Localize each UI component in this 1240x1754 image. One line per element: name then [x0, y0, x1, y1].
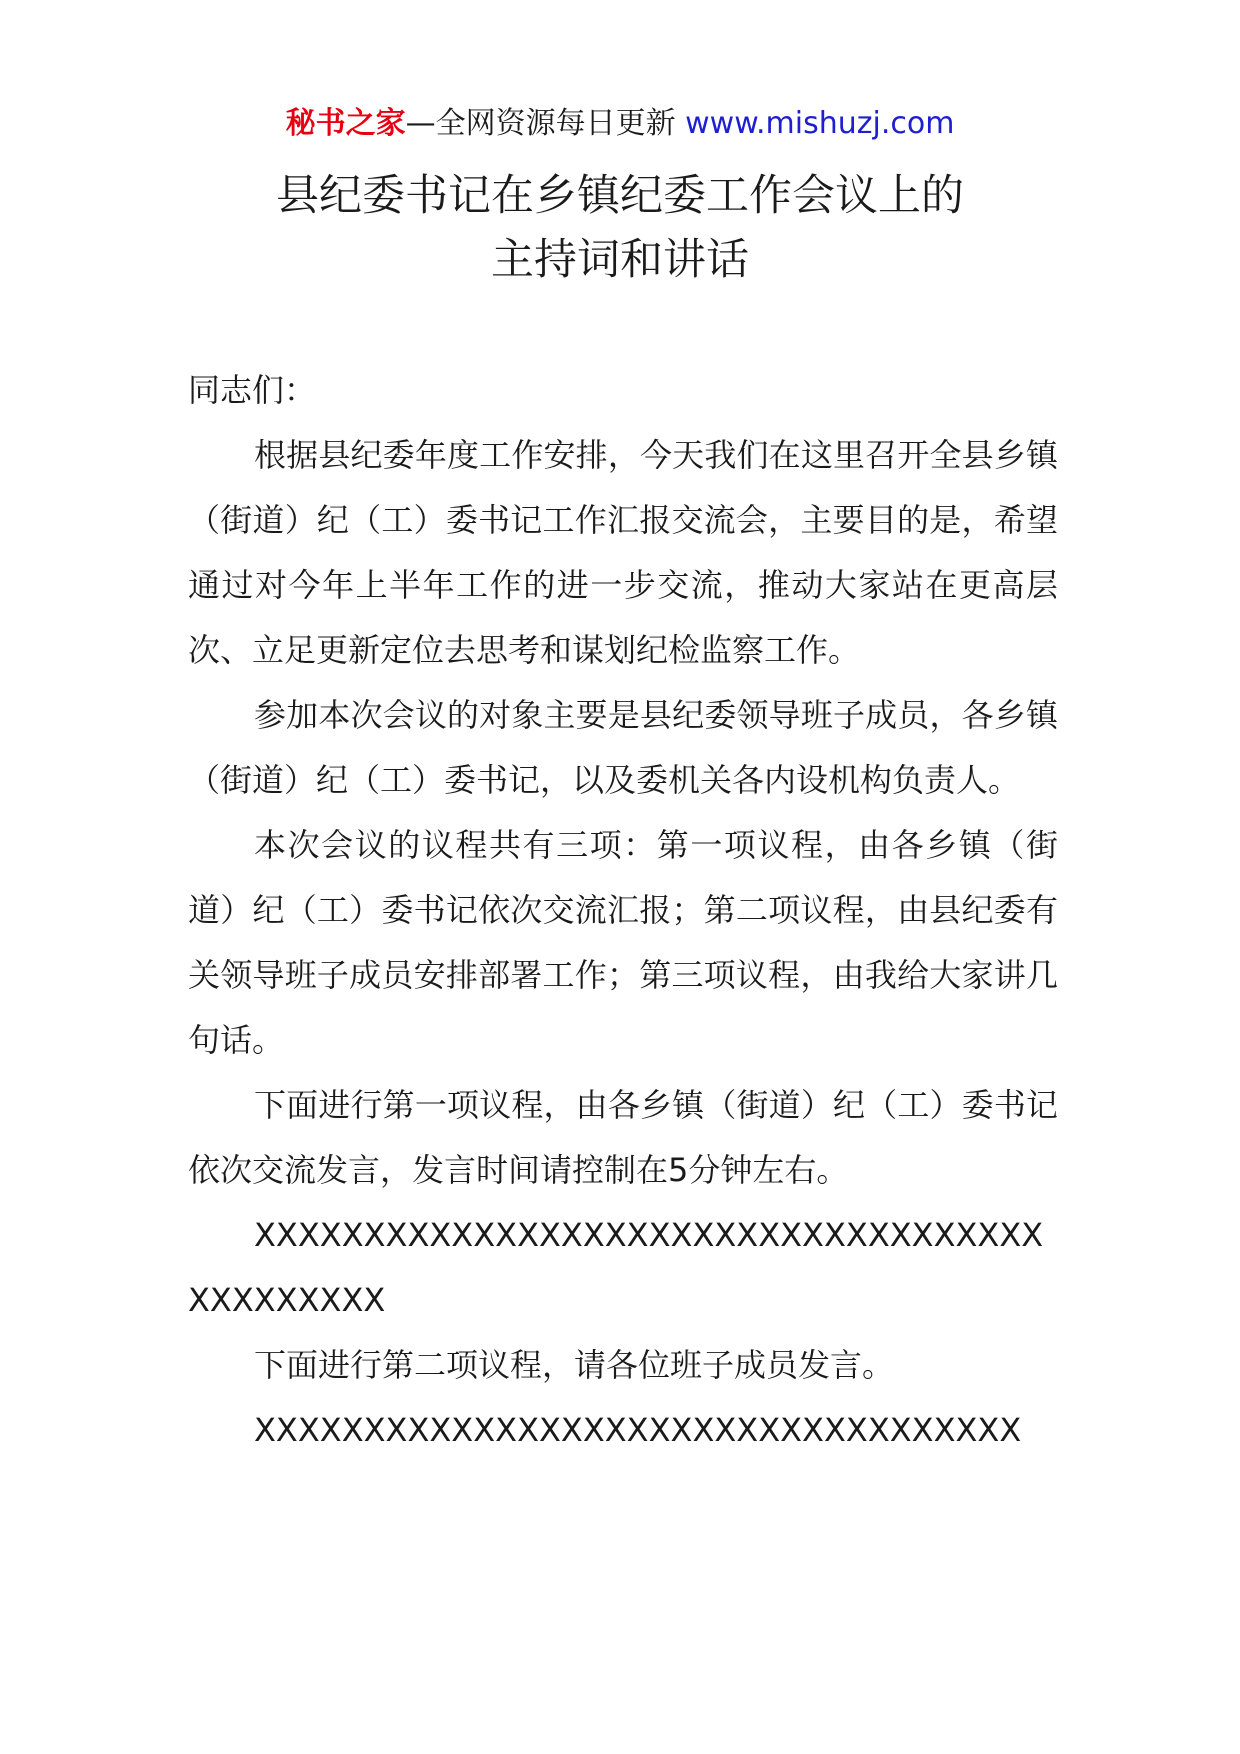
document-title [0, 164, 1240, 292]
watermark-banner [0, 104, 1240, 144]
placeholder-text-1: XXXXXXXXXXXXXXXXXXXXXXXXXXXXXXXXXXXXXXXXXXXXX [188, 1216, 1044, 1319]
title-line-1: 县纪委书记在乡镇纪委工作会议上的 [276, 171, 964, 221]
document-body [188, 358, 1058, 1463]
banner-tagline: —全网资源每日更新 [405, 106, 676, 141]
paragraph-attendees: 参加本次会议的对象主要是县纪委领导班子成员，各乡镇（街道）纪（工）委书记，以及委机关各内设机构负责人。 [188, 696, 1058, 799]
placeholder-text-2: XXXXXXXXXXXXXXXXXXXXXXXXXXXXXXXXXXX [254, 1411, 1022, 1449]
title-line-2: 主持词和讲话 [491, 235, 749, 285]
paragraph-agenda: 本次会议的议程共有三项：第一项议程，由各乡镇（街道）纪（工）委书记依次交流汇报；第二项议程，由县纪委有关领导班子成员安排部署工作；第三项议程，由我给大家讲几句话。 [188, 826, 1058, 1059]
greeting: 同志们： [188, 371, 317, 409]
banner-url: www.mishuzj.com [685, 106, 955, 141]
paragraph-second-item: 下面进行第二项议程，请各位班子成员发言。 [254, 1346, 895, 1384]
paragraph-first-item: 下面进行第一项议程，由各乡镇（街道）纪（工）委书记依次交流发言，发言时间请控制在5分钟左右。 [188, 1086, 1058, 1189]
banner-brand: 秘书之家 [285, 106, 406, 141]
paragraph-intro: 根据县纪委年度工作安排，今天我们在这里召开全县乡镇（街道）纪（工）委书记工作汇报交流会，主要目的是，希望通过对今年上半年工作的进一步交流，推动大家站在更高层次、立足更新定位去思考和谋划纪检监察工作。 [188, 436, 1058, 669]
